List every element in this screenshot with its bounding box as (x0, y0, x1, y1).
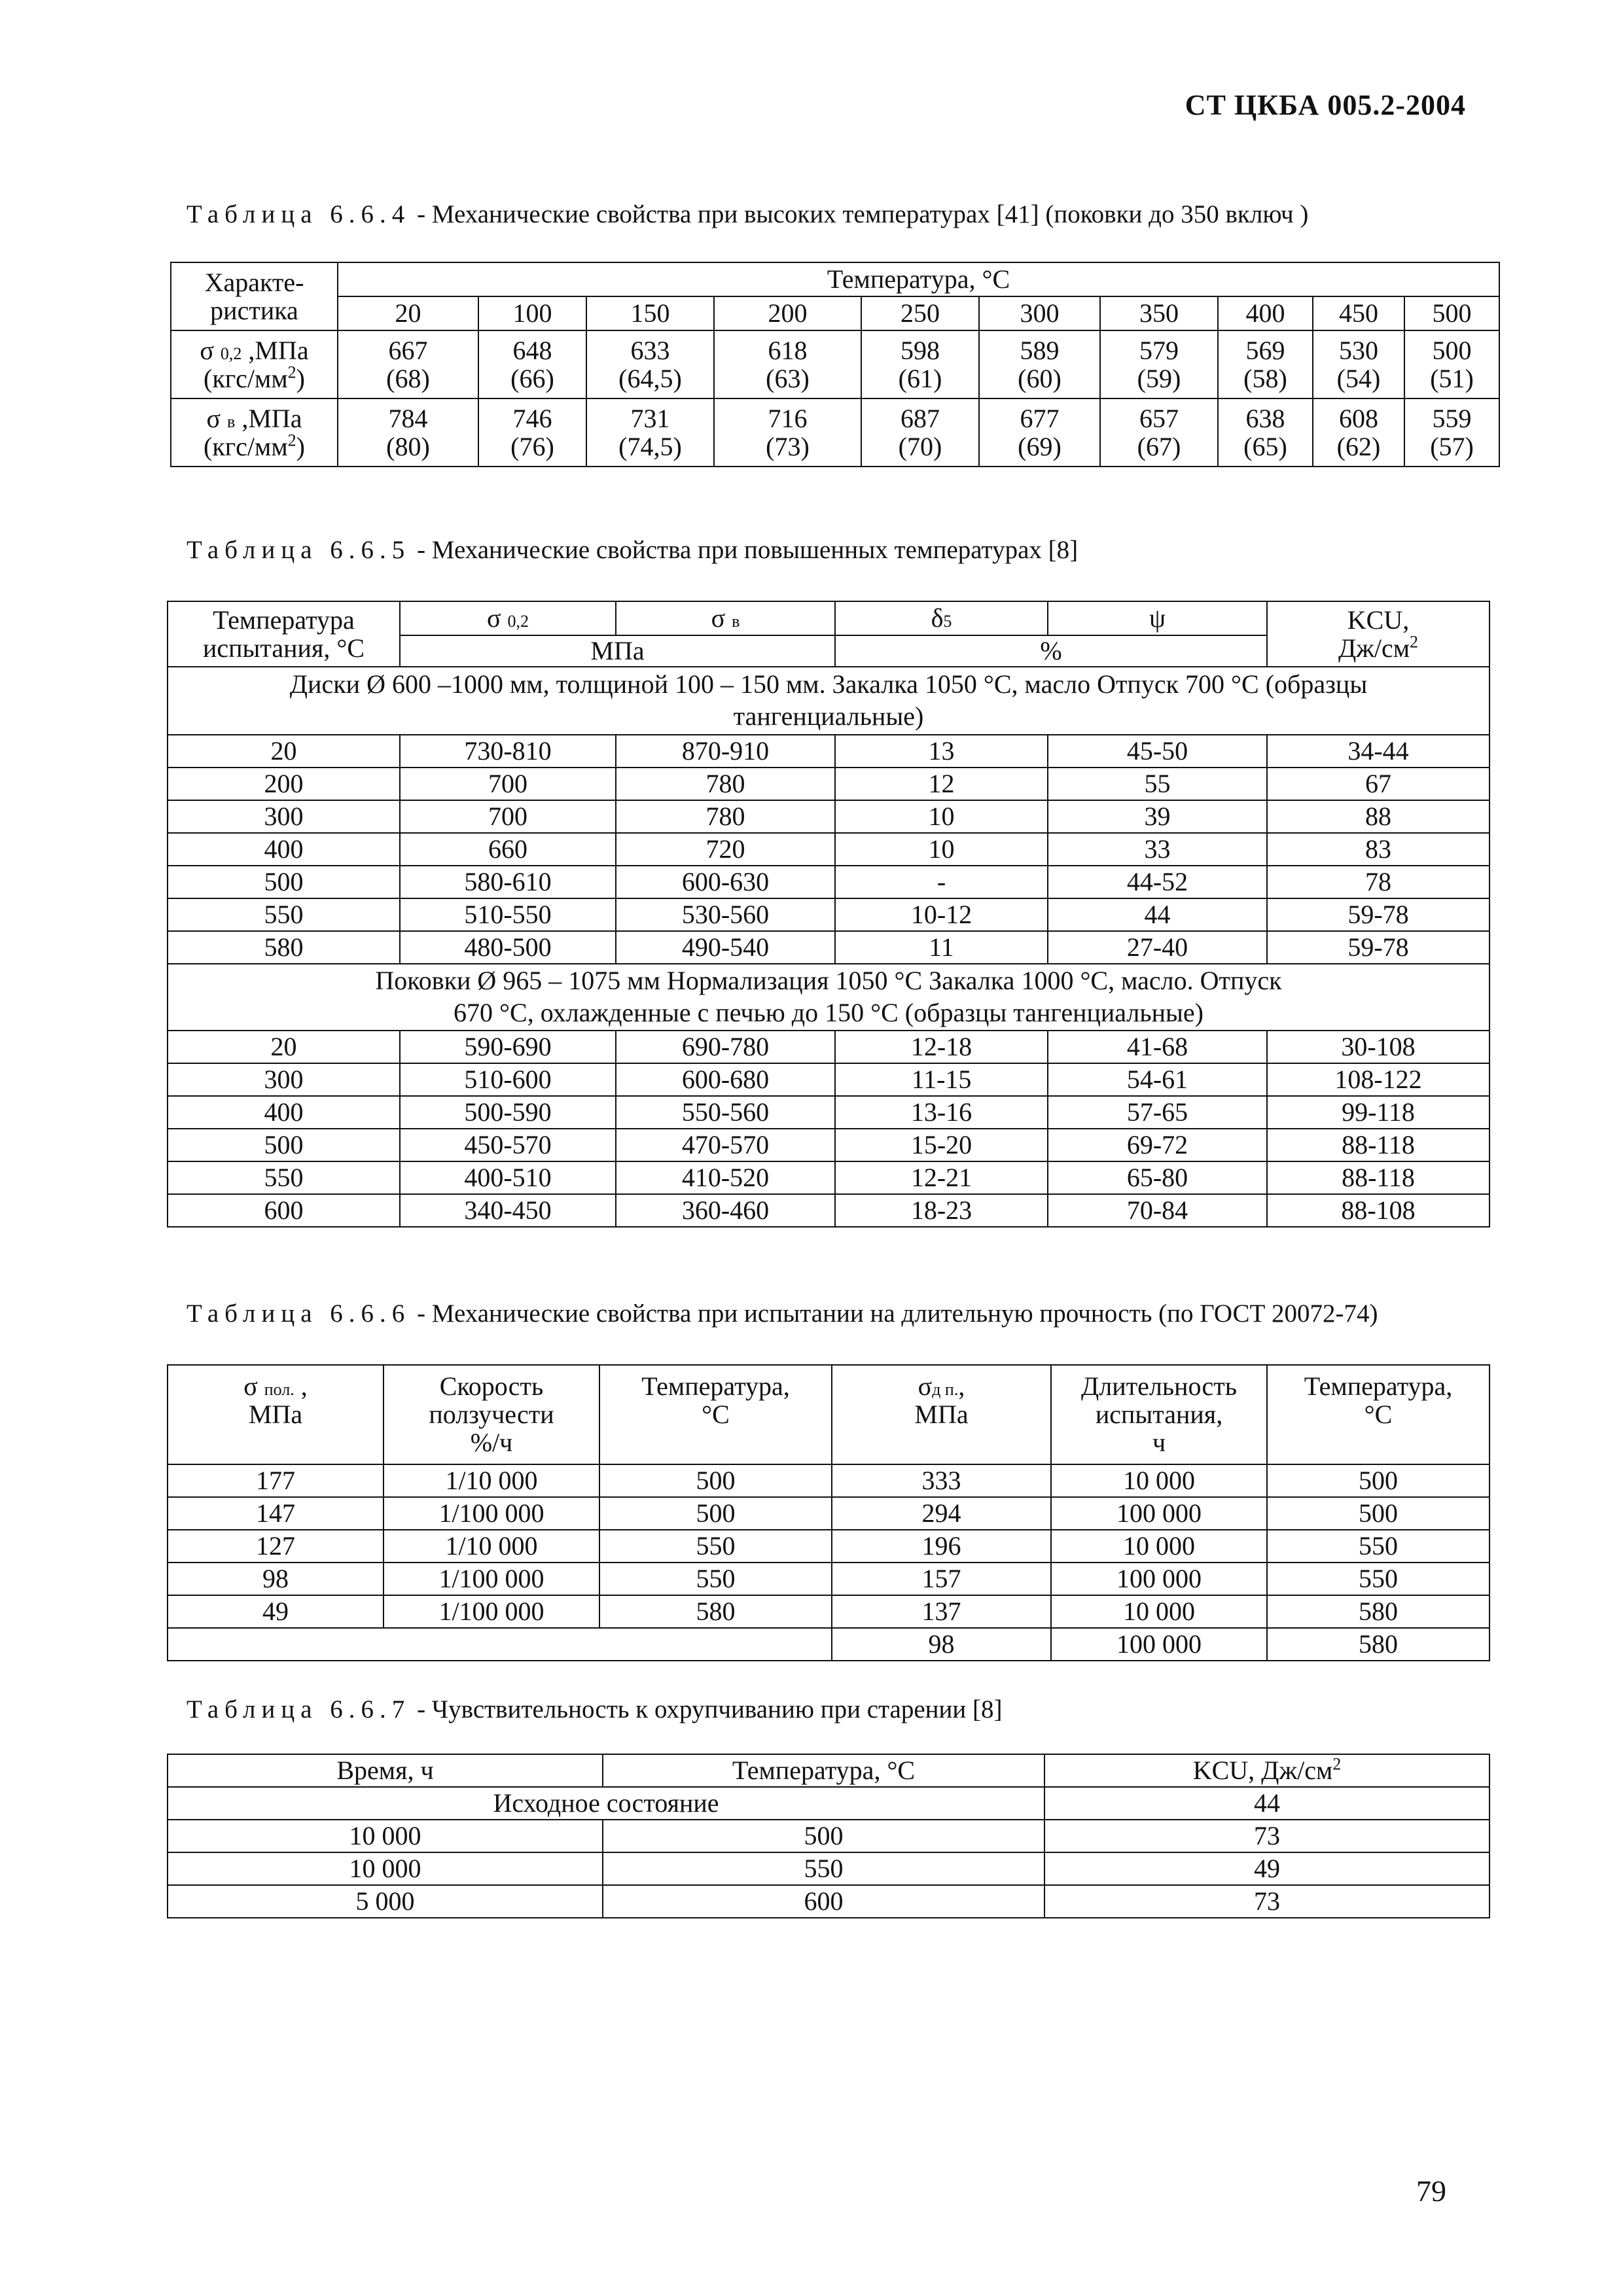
section-forgings-heading: Поковки Ø 965 – 1075 мм Нормализация 1050 °С Закалка 1000 °С, масло. Отпуск 670 °С, охлажденные с печью до 150 °С (образцы тангенциальные) (168, 964, 1489, 1031)
table-cell: 600 (603, 1885, 1044, 1918)
document-code: СТ ЦКБА 005.2-2004 (1185, 89, 1466, 121)
value-cell: 598 (61) (861, 330, 979, 398)
table-cell: 400-510 (400, 1161, 616, 1194)
table-cell: 70-84 (1048, 1194, 1267, 1227)
table-cell: 550 (1267, 1563, 1489, 1595)
header-creep-rate: Скорость ползучести %/ч (383, 1365, 599, 1464)
table-cell: 360-460 (616, 1194, 835, 1227)
table-cell: 780 (616, 768, 835, 800)
page-number: 79 (1416, 2174, 1446, 2208)
table-row (168, 735, 1489, 768)
table-cell: 580 (1267, 1628, 1489, 1661)
temp-cell: 250 (861, 296, 979, 330)
temp-cell: 350 (1100, 296, 1218, 330)
table-cell: 600 (168, 1194, 400, 1227)
table-666 (167, 1364, 1490, 1661)
table-cell: 450-570 (400, 1129, 616, 1161)
table-row (168, 768, 1489, 800)
table-cell: 550 (168, 898, 400, 931)
table-row (168, 1787, 1489, 1820)
table-cell: 490-540 (616, 931, 835, 964)
table-cell: 500 (599, 1464, 832, 1497)
table-cell: 100 000 (1051, 1497, 1267, 1530)
header-kcu: KCU, $Дж/см^2$ (1267, 601, 1489, 667)
table-cell: 500 (1267, 1464, 1489, 1497)
value-cell: 687 (70) (861, 398, 979, 467)
table-cell: 700 (400, 800, 616, 833)
table-664-caption-text: - Механические свойства при высоких температурах [41] (поковки до 350 включ ) (410, 200, 1309, 228)
table-665-caption-text: - Механические свойства при повышенных температурах [8] (410, 536, 1079, 564)
table-cell: 78 (1267, 866, 1489, 898)
table-cell: 39 (1048, 800, 1267, 833)
table-cell: 10 000 (1051, 1464, 1267, 1497)
table-row (168, 1563, 1489, 1595)
temp-cell: 450 (1313, 296, 1404, 330)
table-row (168, 1530, 1489, 1563)
table-cell: 580 (1267, 1595, 1489, 1628)
temp-cell: 20 (338, 296, 478, 330)
header-temperature-left: Температура, °С (599, 1365, 832, 1464)
value-cell: 559 (57) (1404, 398, 1499, 467)
table-cell: 73 (1044, 1885, 1489, 1918)
header-delta5: δ5 (835, 601, 1048, 635)
table-667-caption-label: Таблица 6.6.7 (187, 1695, 411, 1723)
value-cell: 648 (66) (478, 330, 586, 398)
value-cell: 731 (74,5) (586, 398, 714, 467)
table-row (168, 800, 1489, 833)
table-row (168, 833, 1489, 866)
table-cell: 333 (832, 1464, 1051, 1497)
table-cell: 100 000 (1051, 1563, 1267, 1595)
value-cell: 579 (59) (1100, 330, 1218, 398)
table-row (168, 931, 1489, 964)
table-cell: 99-118 (1267, 1096, 1489, 1129)
table-cell: 65-80 (1048, 1161, 1267, 1194)
section-disks-heading: Диски Ø 600 –1000 мм, толщиной 100 – 150 мм. Закалка 1050 °С, масло Отпуск 700 °С (образцы тангенциальные) (168, 667, 1489, 735)
value-cell: 638 (65) (1218, 398, 1313, 467)
value-cell: 569 (58) (1218, 330, 1313, 398)
table-cell: 1/100 000 (383, 1563, 599, 1595)
table-row (168, 1063, 1489, 1096)
table-cell: 10 (835, 800, 1048, 833)
table-cell: 1/10 000 (383, 1530, 599, 1563)
table-cell: 550 (599, 1563, 832, 1595)
temp-cell: 100 (478, 296, 586, 330)
table-664-corner-header: Характе- ристика (171, 262, 338, 330)
table-cell: 10 000 (168, 1820, 603, 1852)
table-cell: 410-520 (616, 1161, 835, 1194)
table-cell: 12-18 (835, 1031, 1048, 1063)
header-sigma-pol: σ пол. , МПа (168, 1365, 383, 1464)
value-cell: 667 (68) (338, 330, 478, 398)
table-row (168, 1820, 1489, 1852)
table-cell: 660 (400, 833, 616, 866)
empty-merged-cell (168, 1628, 832, 1661)
table-cell: 33 (1048, 833, 1267, 866)
table-666-caption-text: - Механические свойства при испытании на длительную прочность (по ГОСТ 20072-74) (410, 1299, 1378, 1328)
table-row (168, 1194, 1489, 1227)
value-cell: 500 (51) (1404, 330, 1499, 398)
value-cell: 530 (54) (1313, 330, 1404, 398)
value-cell: 746 (76) (478, 398, 586, 467)
table-row (168, 1595, 1489, 1628)
table-667 (167, 1754, 1490, 1918)
temp-cell: 500 (1404, 296, 1499, 330)
header-test-duration: Длительность испытания, ч (1051, 1365, 1267, 1464)
table-cell: 5 000 (168, 1885, 603, 1918)
table-row (171, 330, 1499, 398)
table-cell: 49 (1044, 1852, 1489, 1885)
table-cell: 98 (168, 1563, 383, 1595)
table-cell: 20 (168, 735, 400, 768)
header-time: Время, ч (168, 1754, 603, 1787)
value-cell: 589 (60) (979, 330, 1100, 398)
table-row (168, 1129, 1489, 1161)
table-cell: 88-108 (1267, 1194, 1489, 1227)
table-cell: 550 (603, 1852, 1044, 1885)
table-cell: 59-78 (1267, 931, 1489, 964)
table-cell: 400 (168, 833, 400, 866)
table-cell: 10-12 (835, 898, 1048, 931)
table-row (168, 1885, 1489, 1918)
table-cell: 500 (603, 1820, 1044, 1852)
value-cell: 608 (62) (1313, 398, 1404, 467)
value-cell: 784 (80) (338, 398, 478, 467)
temp-cell: 150 (586, 296, 714, 330)
table-cell: 1/100 000 (383, 1595, 599, 1628)
table-row (168, 1096, 1489, 1129)
table-cell: 57-65 (1048, 1096, 1267, 1129)
table-cell: 300 (168, 1063, 400, 1096)
table-cell: 294 (832, 1497, 1051, 1530)
table-cell: 177 (168, 1464, 383, 1497)
table-cell: 10 000 (168, 1852, 603, 1885)
table-cell: 730-810 (400, 735, 616, 768)
table-cell: 54-61 (1048, 1063, 1267, 1096)
table-row (168, 1628, 1489, 1661)
table-cell: 196 (832, 1530, 1051, 1563)
header-temperature-right: Температура, °С (1267, 1365, 1489, 1464)
table-row (168, 866, 1489, 898)
table-cell: 500 (168, 866, 400, 898)
header-unit-percent: % (835, 635, 1267, 667)
header-kcu: KCU, $Дж/см^2$ (1044, 1754, 1489, 1787)
table-664-temp-header: Температура, °С (338, 262, 1499, 296)
table-cell: 590-690 (400, 1031, 616, 1063)
table-cell: 11-15 (835, 1063, 1048, 1096)
table-cell: 400 (168, 1096, 400, 1129)
table-664-caption-label: Таблица 6.6.4 (187, 200, 411, 228)
table-665-caption (187, 535, 1078, 565)
table-cell: 500 (1267, 1497, 1489, 1530)
table-cell: 44-52 (1048, 866, 1267, 898)
table-cell: 13 (835, 735, 1048, 768)
table-cell: 700 (400, 768, 616, 800)
table-cell: 83 (1267, 833, 1489, 866)
value-cell: 618 (63) (714, 330, 861, 398)
table-cell: - (835, 866, 1048, 898)
table-cell: 88-118 (1267, 1161, 1489, 1194)
row-label-s02: σ 0,2 ,МПа $(кгс/мм^2)$ (171, 330, 338, 398)
initial-state-kcu: 44 (1044, 1787, 1489, 1820)
table-cell: 10 000 (1051, 1530, 1267, 1563)
table-cell: 18-23 (835, 1194, 1048, 1227)
table-cell: 550 (168, 1161, 400, 1194)
header-sigma-dp: σд п., МПа (832, 1365, 1051, 1464)
table-666-caption (187, 1299, 1378, 1328)
table-667-caption (187, 1695, 1003, 1724)
table-cell: 720 (616, 833, 835, 866)
table-cell: 200 (168, 768, 400, 800)
table-cell: 88 (1267, 800, 1489, 833)
table-cell: 13-16 (835, 1096, 1048, 1129)
table-row (168, 1161, 1489, 1194)
table-cell: 137 (832, 1595, 1051, 1628)
table-cell: 470-570 (616, 1129, 835, 1161)
table-664-temps-row (171, 296, 1499, 330)
table-667-caption-text: - Чувствительность к охрупчиванию при старении [8] (410, 1695, 1003, 1723)
table-666-caption-label: Таблица 6.6.6 (187, 1299, 411, 1328)
table-cell: 530-560 (616, 898, 835, 931)
table-cell: 41-68 (1048, 1031, 1267, 1063)
table-665-caption-label: Таблица 6.6.5 (187, 536, 411, 564)
header-sigma-02: σ 0,2 (400, 601, 616, 635)
value-cell: 677 (69) (979, 398, 1100, 467)
value-cell: 716 (73) (714, 398, 861, 467)
table-cell: 580 (599, 1595, 832, 1628)
table-cell: 49 (168, 1595, 383, 1628)
table-cell: 510-600 (400, 1063, 616, 1096)
table-cell: 550-560 (616, 1096, 835, 1129)
row-label-sb: σ в ,МПа $(кгс/мм^2)$ (171, 398, 338, 467)
table-cell: 30-108 (1267, 1031, 1489, 1063)
table-664 (170, 262, 1500, 467)
table-cell: 34-44 (1267, 735, 1489, 768)
table-cell: 88-118 (1267, 1129, 1489, 1161)
temp-cell: 300 (979, 296, 1100, 330)
temp-cell: 400 (1218, 296, 1313, 330)
table-cell: 147 (168, 1497, 383, 1530)
table-cell: 45-50 (1048, 735, 1267, 768)
table-cell: 580-610 (400, 866, 616, 898)
table-cell: 20 (168, 1031, 400, 1063)
header-test-temperature: Температура испытания, °С (168, 601, 400, 667)
table-cell: 127 (168, 1530, 383, 1563)
table-cell: 580 (168, 931, 400, 964)
table-row (171, 398, 1499, 467)
table-cell: 870-910 (616, 735, 835, 768)
table-cell: 550 (1267, 1530, 1489, 1563)
header-unit-mpa: МПа (400, 635, 835, 667)
table-cell: 12 (835, 768, 1048, 800)
table-cell: 100 000 (1051, 1628, 1267, 1661)
table-cell: 44 (1048, 898, 1267, 931)
table-cell: 1/100 000 (383, 1497, 599, 1530)
table-cell: 157 (832, 1563, 1051, 1595)
table-cell: 10 000 (1051, 1595, 1267, 1628)
table-cell: 780 (616, 800, 835, 833)
table-cell: 67 (1267, 768, 1489, 800)
header-temperature: Температура, °С (603, 1754, 1044, 1787)
table-cell: 480-500 (400, 931, 616, 964)
table-cell: 550 (599, 1530, 832, 1563)
table-cell: 690-780 (616, 1031, 835, 1063)
header-psi: ψ (1048, 601, 1267, 635)
table-665 (167, 601, 1490, 1227)
table-cell: 73 (1044, 1820, 1489, 1852)
table-cell: 11 (835, 931, 1048, 964)
table-cell: 510-550 (400, 898, 616, 931)
table-cell: 108-122 (1267, 1063, 1489, 1096)
table-cell: 340-450 (400, 1194, 616, 1227)
temp-cell: 200 (714, 296, 861, 330)
table-cell: 1/10 000 (383, 1464, 599, 1497)
table-row (168, 1497, 1489, 1530)
table-664-caption (187, 200, 1308, 229)
table-cell: 69-72 (1048, 1129, 1267, 1161)
table-cell: 15-20 (835, 1129, 1048, 1161)
header-sigma-b: σ в (616, 601, 835, 635)
table-cell: 500 (168, 1129, 400, 1161)
table-row (168, 1464, 1489, 1497)
table-cell: 300 (168, 800, 400, 833)
table-row (168, 1031, 1489, 1063)
table-cell: 600-630 (616, 866, 835, 898)
table-cell: 500-590 (400, 1096, 616, 1129)
table-cell: 55 (1048, 768, 1267, 800)
initial-state-label: Исходное состояние (168, 1787, 1044, 1820)
table-row (168, 1852, 1489, 1885)
table-cell: 27-40 (1048, 931, 1267, 964)
table-row (168, 898, 1489, 931)
table-cell: 12-21 (835, 1161, 1048, 1194)
table-cell: 600-680 (616, 1063, 835, 1096)
table-cell: 500 (599, 1497, 832, 1530)
table-cell: 98 (832, 1628, 1051, 1661)
table-cell: 59-78 (1267, 898, 1489, 931)
value-cell: 657 (67) (1100, 398, 1218, 467)
value-cell: 633 (64,5) (586, 330, 714, 398)
table-cell: 10 (835, 833, 1048, 866)
